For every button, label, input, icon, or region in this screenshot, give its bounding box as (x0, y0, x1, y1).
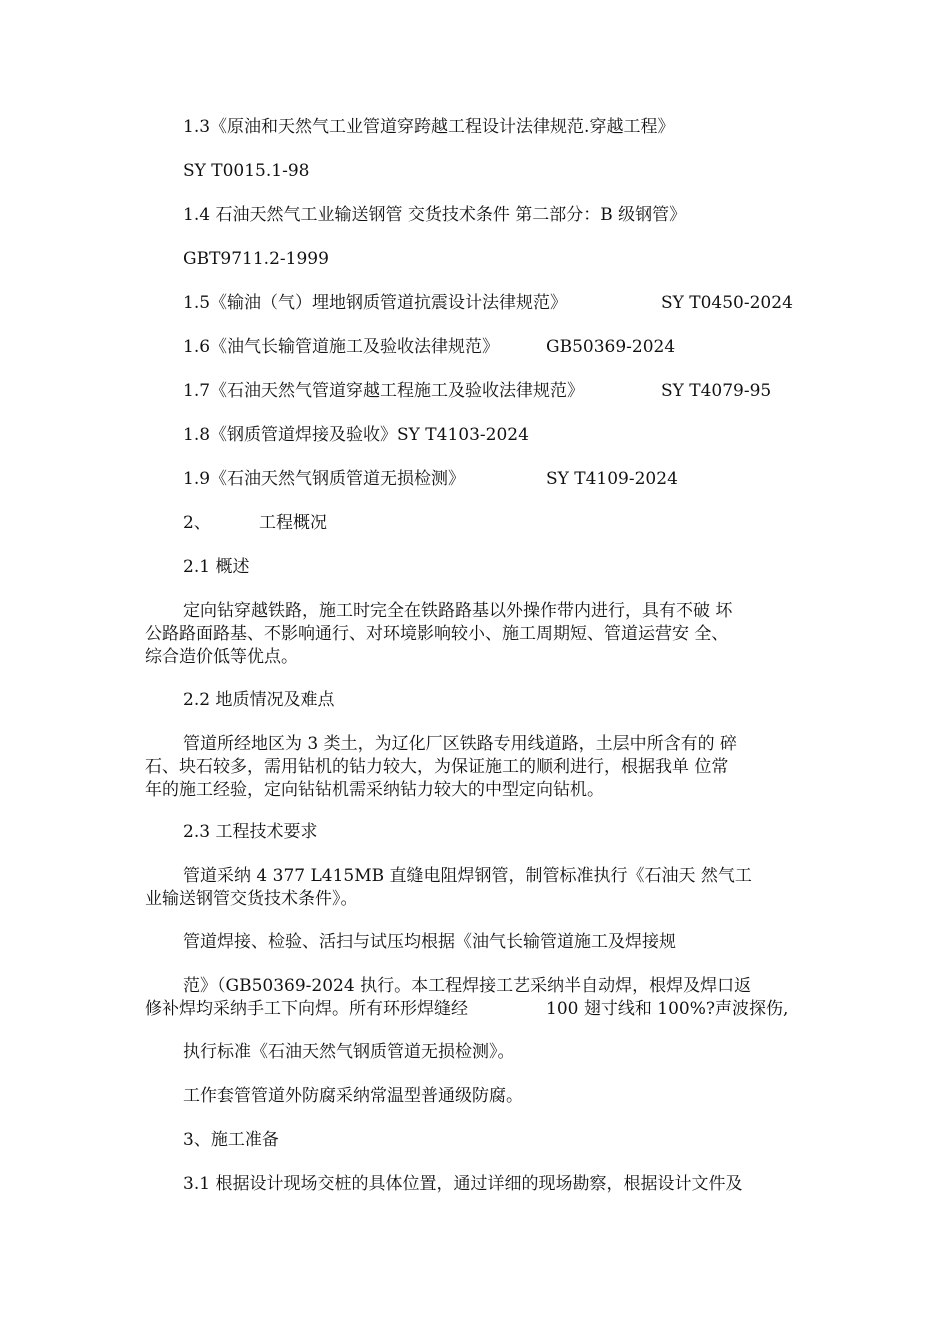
section-2-title: 工程概况 (259, 513, 327, 533)
paragraph-2-3-line-2: 业输送钢管交货技术条件》。 (145, 889, 358, 909)
paragraph-welding-line-2: 范》（GB50369-2024 执行。本工程焊接工艺采纳半自动焊，根焊及焊口返 (183, 976, 752, 996)
paragraph-2-2-line-1: 管道所经地区为 3 类土，为辽化厂区铁路专用线道路，土层中所含有的 碎 (183, 734, 738, 754)
subsection-2-1-heading: 2.1 概述 (183, 557, 250, 577)
paragraph-2-1-line-3: 综合造价低等优点。 (145, 647, 298, 667)
paragraph-2-1-line-1: 定向钻穿越铁路，施工时完全在铁路路基以外操作带内进行，具有不破 坏 (183, 601, 733, 621)
reference-1-9-code: SY T4109-2024 (546, 469, 678, 489)
reference-1-6-code: GB50369-2024 (546, 337, 676, 357)
reference-1-5-code: SY T0450-2024 (661, 293, 793, 313)
reference-1-3: 1.3《原油和天然气工业管道穿跨越工程设计法律规范.穿越工程》 (183, 117, 675, 137)
paragraph-2-2-line-3: 年的施工经验，定向钻钻机需采纳钻力较大的中型定向钻机。 (145, 780, 604, 800)
paragraph-3-1: 3.1 根据设计现场交桩的具体位置，通过详细的现场勘察，根据设计文件及 (183, 1174, 743, 1194)
reference-1-4: 1.4 石油天然气工业输送钢管 交货技术条件 第二部分：B 级钢管》 (183, 205, 687, 225)
reference-1-7: 1.7《石油天然气管道穿越工程施工及验收法律规范》 (183, 381, 585, 401)
paragraph-welding-line-1: 管道焊接、检验、活扫与试压均根据《油气长输管道施工及焊接规 (183, 932, 676, 952)
paragraph-welding-line-3b: 100 翅寸线和 100%?声波探伤, (546, 999, 789, 1019)
reference-1-3-code: SY T0015.1-98 (183, 161, 310, 181)
paragraph-welding-line-3a: 修补焊均采纳手工下向焊。所有环形焊缝经 (145, 999, 468, 1019)
paragraph-anticorrosion: 工作套管管道外防腐采纳常温型普通级防腐。 (183, 1086, 523, 1106)
reference-1-6: 1.6《油气长输管道施工及验收法律规范》 (183, 337, 500, 357)
reference-1-4-code: GBT9711.2-1999 (183, 249, 329, 269)
paragraph-2-2-line-2: 石、块石较多，需用钻机的钻力较大，为保证施工的顺利进行，根据我单 位常 (145, 757, 729, 777)
section-2-number: 2、 (183, 513, 211, 533)
reference-1-8: 1.8《钢质管道焊接及验收》SY T4103-2024 (183, 425, 529, 445)
section-3-heading: 3、施工准备 (183, 1130, 279, 1150)
reference-1-9: 1.9《石油天然气钢质管道无损检测》 (183, 469, 466, 489)
reference-1-5: 1.5《输油（气）埋地钢质管道抗震设计法律规范》 (183, 293, 568, 313)
reference-1-7-code: SY T4079-95 (661, 381, 772, 401)
subsection-2-2-heading: 2.2 地质情况及难点 (183, 690, 335, 710)
paragraph-2-3-line-1: 管道采纳 4 377 L415MB 直缝电阻焊钢管，制管标准执行《石油天 然气工 (183, 866, 752, 886)
paragraph-2-1-line-2: 公路路面路基、不影响通行、对环境影响较小、施工周期短、管道运营安 全、 (145, 624, 729, 644)
paragraph-welding-line-4: 执行标准《石油天然气钢质管道无损检测》。 (183, 1042, 515, 1062)
subsection-2-3-heading: 2.3 工程技术要求 (183, 822, 318, 842)
